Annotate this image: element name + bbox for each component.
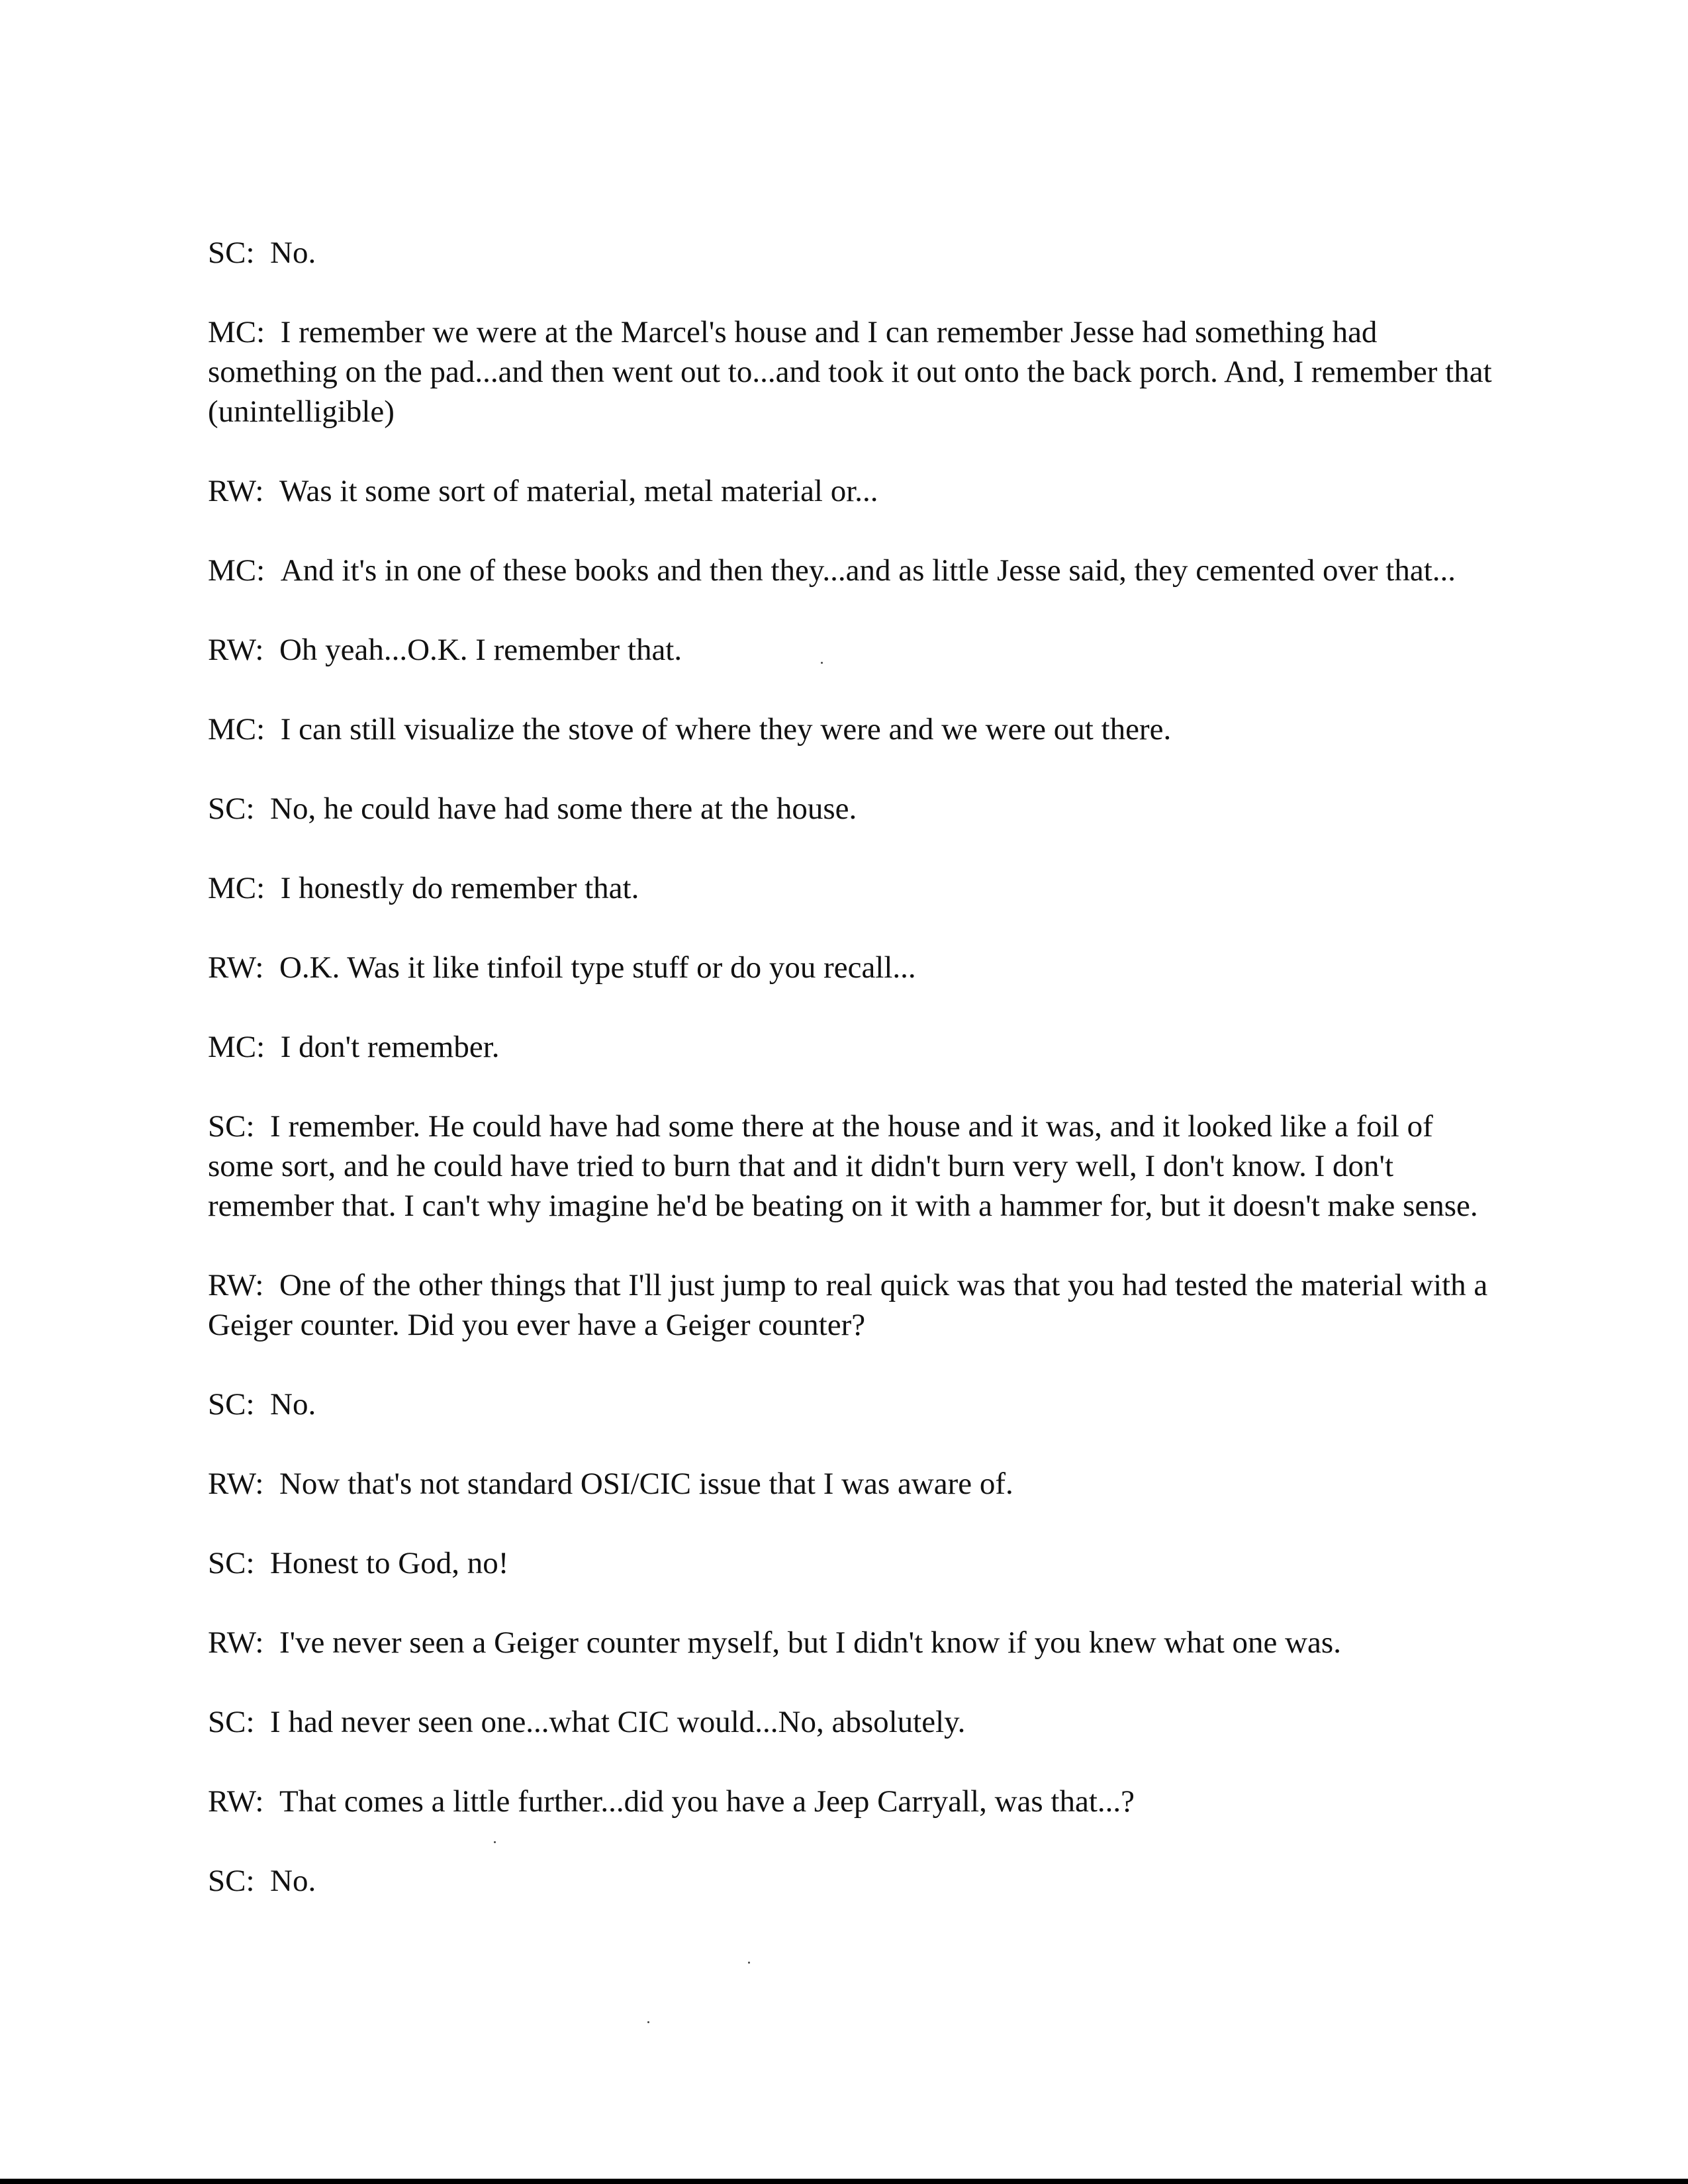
speaker-label: SC: bbox=[208, 1546, 255, 1580]
utterance-text: I remember. He could have had some there at the house and it was, and it looked like a foil of some sort, and he could have tried to burn that and it didn't burn very well, I don't know. I don't remember that. I can't why imagine he'd be beating on it with a hammer for, but it doesn't make sense. bbox=[208, 1109, 1478, 1223]
speaker-label: SC: bbox=[208, 792, 255, 826]
utterance-text: I've never seen a Geiger counter myself, but I didn't know if you knew what one was. bbox=[279, 1625, 1341, 1660]
utterance-text: No, he could have had some there at the house. bbox=[270, 792, 857, 826]
speaker-label: SC: bbox=[208, 1387, 255, 1422]
utterance-text: Honest to God, no! bbox=[270, 1546, 509, 1580]
speaker-label: MC: bbox=[208, 712, 265, 747]
scan-speck bbox=[821, 662, 823, 664]
utterance-text: I honestly do remember that. bbox=[280, 871, 639, 905]
transcript-exchange bbox=[208, 1107, 1505, 1226]
scan-speck bbox=[494, 1841, 496, 1843]
speaker-label: MC: bbox=[208, 553, 265, 588]
utterance-text: One of the other things that I'll just jump to real quick was that you had tested the material with a Geiger counter. Did you ever have a Geiger counter? bbox=[208, 1268, 1488, 1342]
utterance-text: O.K. Was it like tinfoil type stuff or do you recall... bbox=[279, 950, 916, 985]
transcript-exchange bbox=[208, 551, 1505, 590]
transcript-exchange bbox=[208, 948, 1505, 987]
transcript-exchange bbox=[208, 1265, 1505, 1345]
speaker-label: SC: bbox=[208, 1864, 255, 1898]
interview-transcript bbox=[208, 233, 1505, 1940]
transcript-exchange bbox=[208, 1623, 1505, 1662]
speaker-label: MC: bbox=[208, 1030, 265, 1064]
utterance-text: Now that's not standard OSI/CIC issue that I was aware of. bbox=[279, 1467, 1013, 1501]
utterance-text: Was it some sort of material, metal material or... bbox=[279, 474, 878, 508]
transcript-exchange bbox=[208, 233, 1505, 273]
transcript-exchange bbox=[208, 471, 1505, 511]
scan-speck bbox=[748, 1962, 750, 1964]
speaker-label: MC: bbox=[208, 871, 265, 905]
speaker-label: RW: bbox=[208, 474, 264, 508]
speaker-label: SC: bbox=[208, 1109, 255, 1144]
utterance-text: No. bbox=[270, 1387, 316, 1422]
utterance-text: No. bbox=[270, 236, 316, 270]
speaker-label: RW: bbox=[208, 950, 264, 985]
transcript-exchange bbox=[208, 1543, 1505, 1583]
transcript-exchange bbox=[208, 789, 1505, 829]
transcript-exchange bbox=[208, 1702, 1505, 1742]
speaker-label: RW: bbox=[208, 1268, 264, 1302]
transcript-exchange bbox=[208, 1385, 1505, 1424]
utterance-text: I had never seen one...what CIC would...No, absolutely. bbox=[270, 1705, 966, 1739]
utterance-text: Oh yeah...O.K. I remember that. bbox=[279, 633, 682, 667]
transcript-exchange bbox=[208, 1861, 1505, 1901]
transcript-exchange bbox=[208, 1464, 1505, 1504]
scan-bottom-edge bbox=[0, 2179, 1688, 2184]
transcript-exchange bbox=[208, 630, 1505, 670]
speaker-label: MC: bbox=[208, 315, 265, 349]
speaker-label: RW: bbox=[208, 633, 264, 667]
speaker-label: RW: bbox=[208, 1784, 264, 1819]
utterance-text: No. bbox=[270, 1864, 316, 1898]
transcript-exchange bbox=[208, 1782, 1505, 1821]
transcript-exchange bbox=[208, 1027, 1505, 1067]
scan-speck bbox=[647, 2021, 649, 2023]
speaker-label: SC: bbox=[208, 236, 255, 270]
utterance-text: I don't remember. bbox=[280, 1030, 500, 1064]
utterance-text: I can still visualize the stove of where they were and we were out there. bbox=[280, 712, 1172, 747]
speaker-label: RW: bbox=[208, 1625, 264, 1660]
transcript-exchange bbox=[208, 709, 1505, 749]
utterance-text: And it's in one of these books and then they...and as little Jesse said, they cemented over that... bbox=[280, 553, 1456, 588]
utterance-text: That comes a little further...did you have a Jeep Carryall, was that...? bbox=[279, 1784, 1135, 1819]
speaker-label: RW: bbox=[208, 1467, 264, 1501]
transcript-exchange bbox=[208, 868, 1505, 908]
transcript-exchange bbox=[208, 312, 1505, 432]
utterance-text: I remember we were at the Marcel's house and I can remember Jesse had something had something on the pad...and then went out to...and took it out onto the back porch. And, I remember that (unintelligible) bbox=[208, 315, 1492, 429]
speaker-label: SC: bbox=[208, 1705, 255, 1739]
